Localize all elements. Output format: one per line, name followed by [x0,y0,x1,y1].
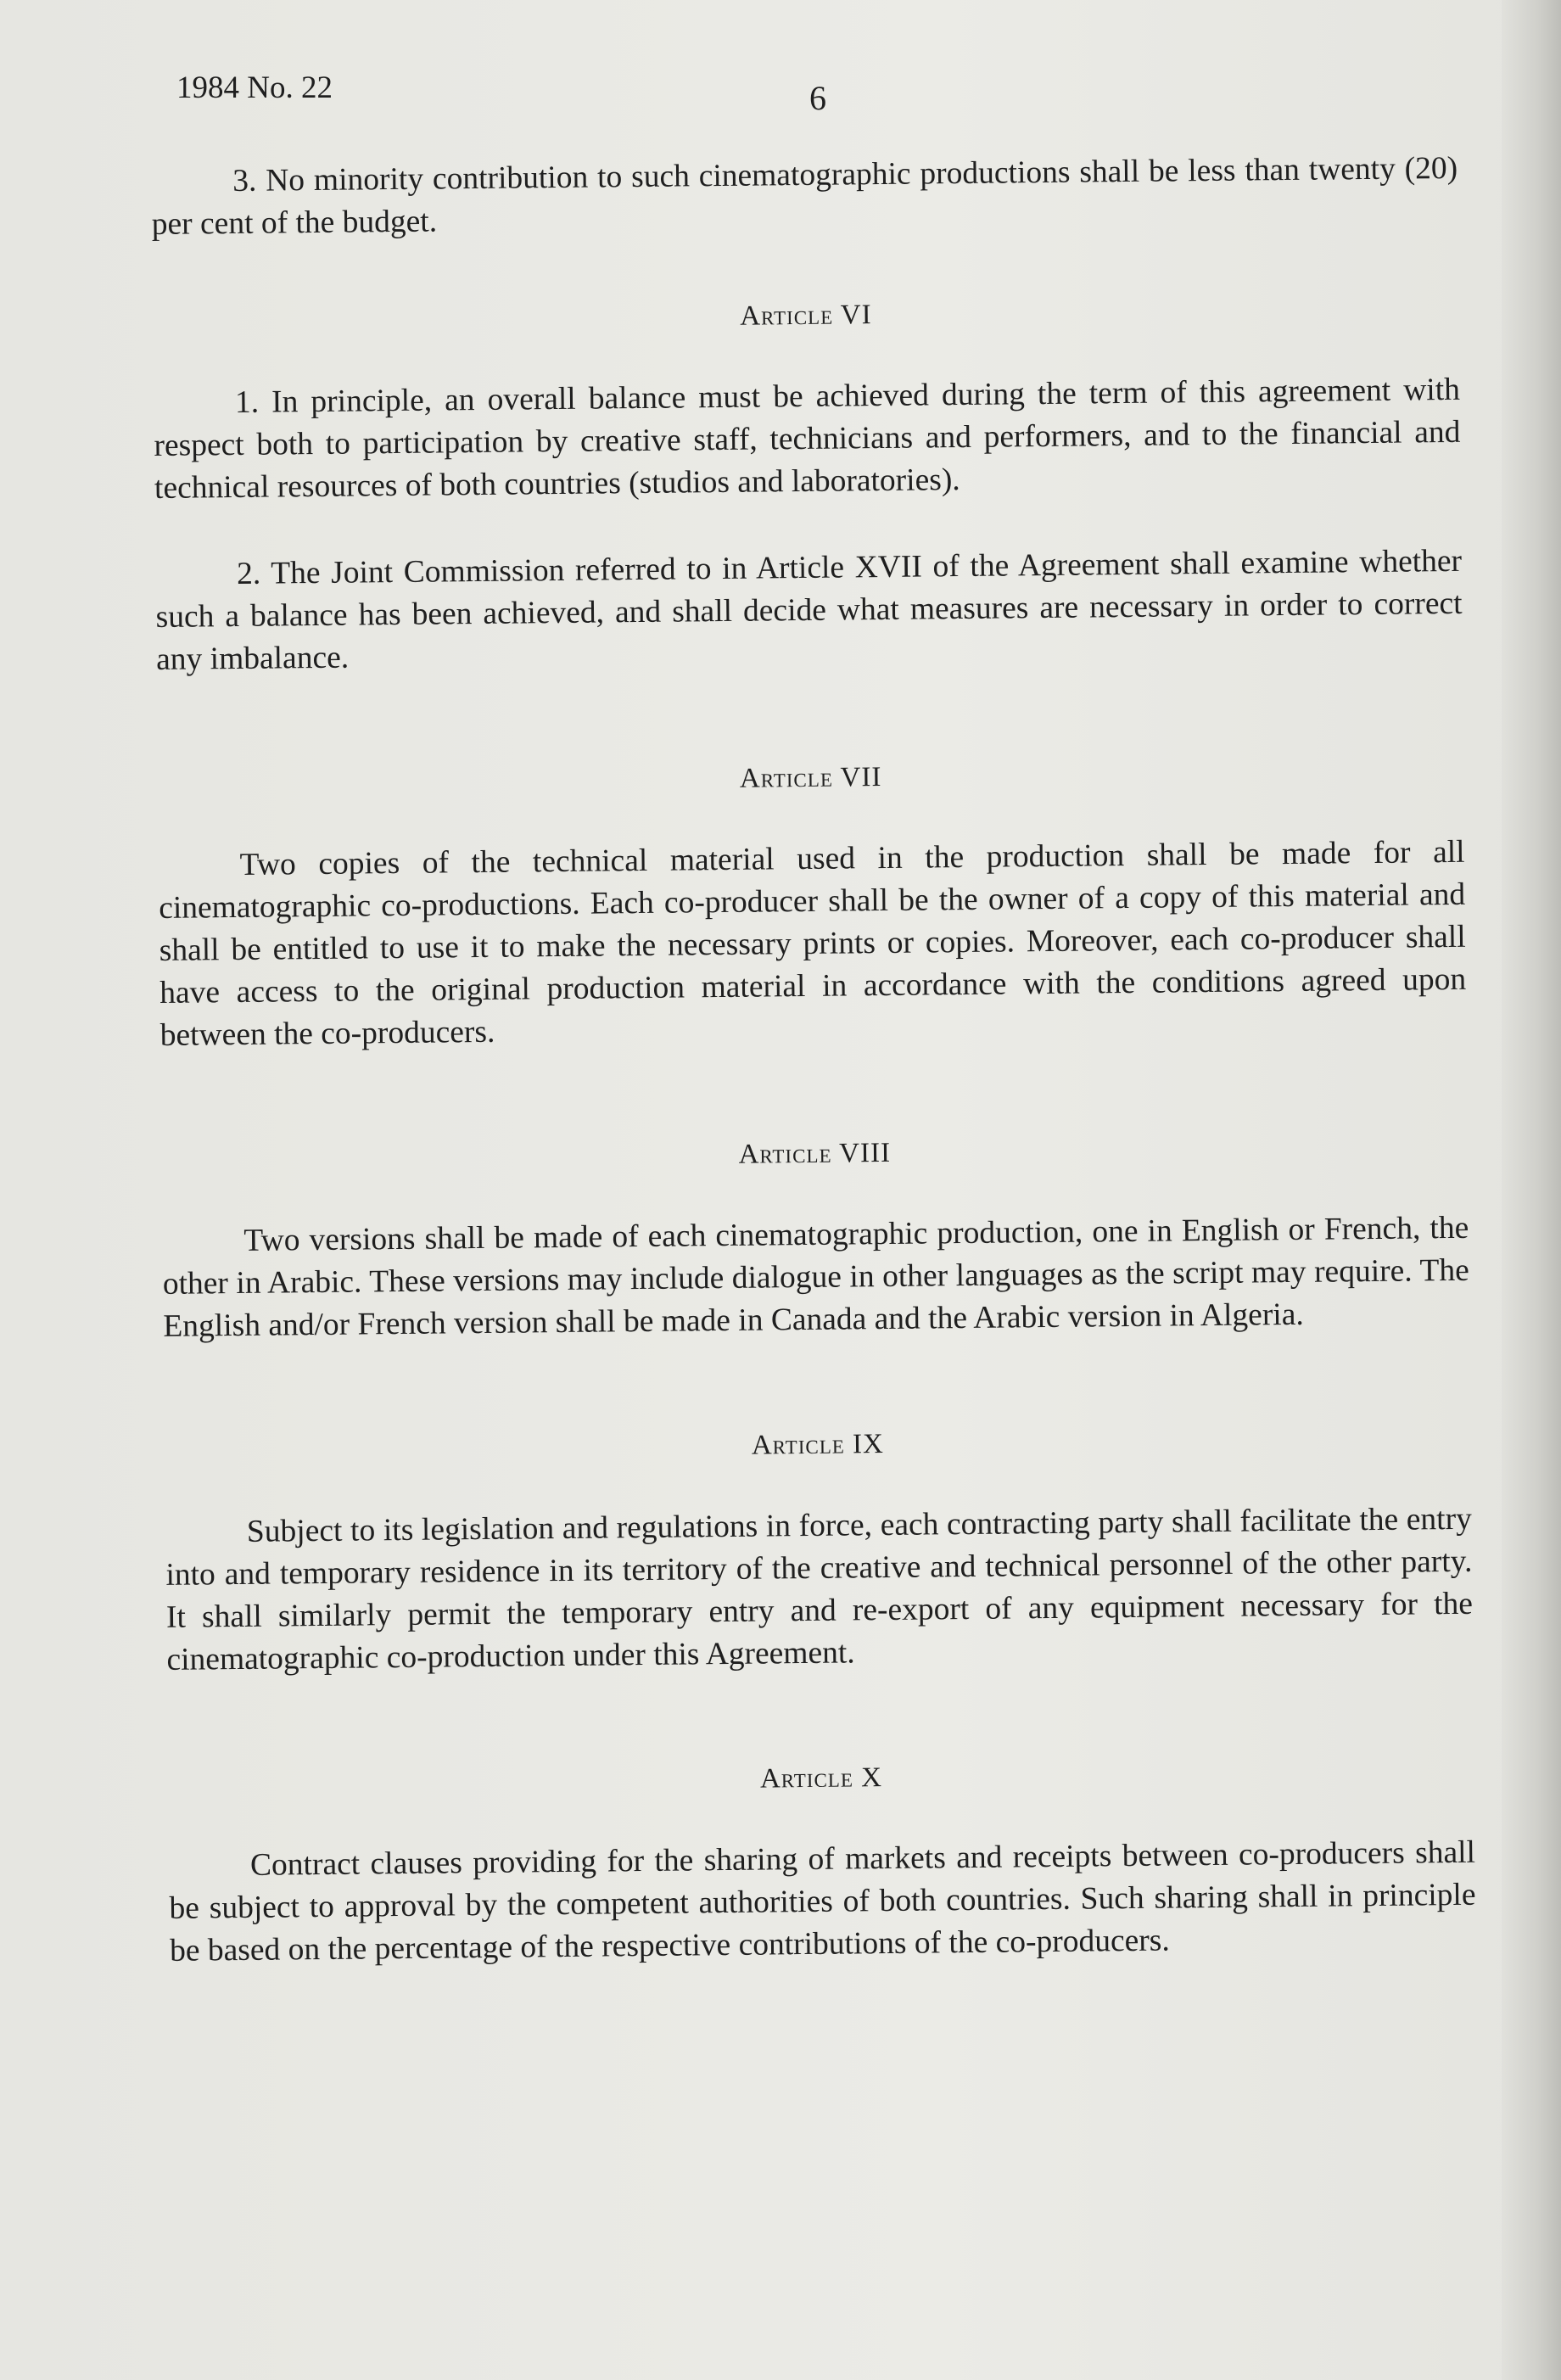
article-5-paragraph-3: 3. No minority contribution to such cinematographic productions shall be less than twenty (20) per cent of the budget. [151,150,1458,242]
book-spine-shadow [1502,0,1561,2380]
article-10-heading: Article X [759,1762,883,1795]
header-act-number: 1984 No. 22 [176,70,333,105]
article-9-heading: Article IX [751,1429,885,1461]
article-8-paragraph: Two versions shall be made of each cinematographic production, one in English or French, the other in Arabic. These versions may include dialogue in other languages as the script may require. The English and/or French version shall be made in Canada and the Arabic version in Algeria. [162,1210,1469,1344]
article-8-heading: Article VIII [738,1137,892,1170]
page-number: 6 [809,79,826,117]
article-9-paragraph: Subject to its legislation and regulations in force, each contracting party shall facilitate the entry into and temporary residence in its territory of the creative and technical personnel of the other party. It shall similarly permit the temporary entry and re-export of any equipment necessary for the cinematographic co-production under this Agreement. [165,1501,1474,1677]
article-6-paragraph-2: 2. The Joint Commission referred to in Article XVII of the Agreement shall examine whether such a balance has been achieved, and shall decide what measures are necessary in order to correct any imbalance. [155,543,1463,677]
article-6-paragraph-1: 1. In principle, an overall balance must be achieved during the term of this agreement with respect both to participation by creative staff, technicians and performers, and to the financial and technical resources of both countries (studios and laboratories). [154,372,1461,506]
page-body [151,148,1476,1973]
article-6-heading: Article VI [740,300,872,332]
article-7-heading: Article VII [739,762,882,794]
article-7-paragraph: Two copies of the technical material used in the production shall be made for all cinematographic co-productions. Each co-producer shall be the owner of a copy of this material and shall be entitled to use it to make the necessary prints or copies. Moreover, each co-producer shall have access to the original production material in accordance with the conditions agreed upon between the co-producers. [159,834,1467,1053]
article-10-paragraph: Contract clauses providing for the sharing of markets and receipts between co-producers shall be subject to approval by the competent authorities of both countries. Such sharing shall in principle be based on the percentage of the respective contributions of the co-producers. [169,1834,1476,1968]
